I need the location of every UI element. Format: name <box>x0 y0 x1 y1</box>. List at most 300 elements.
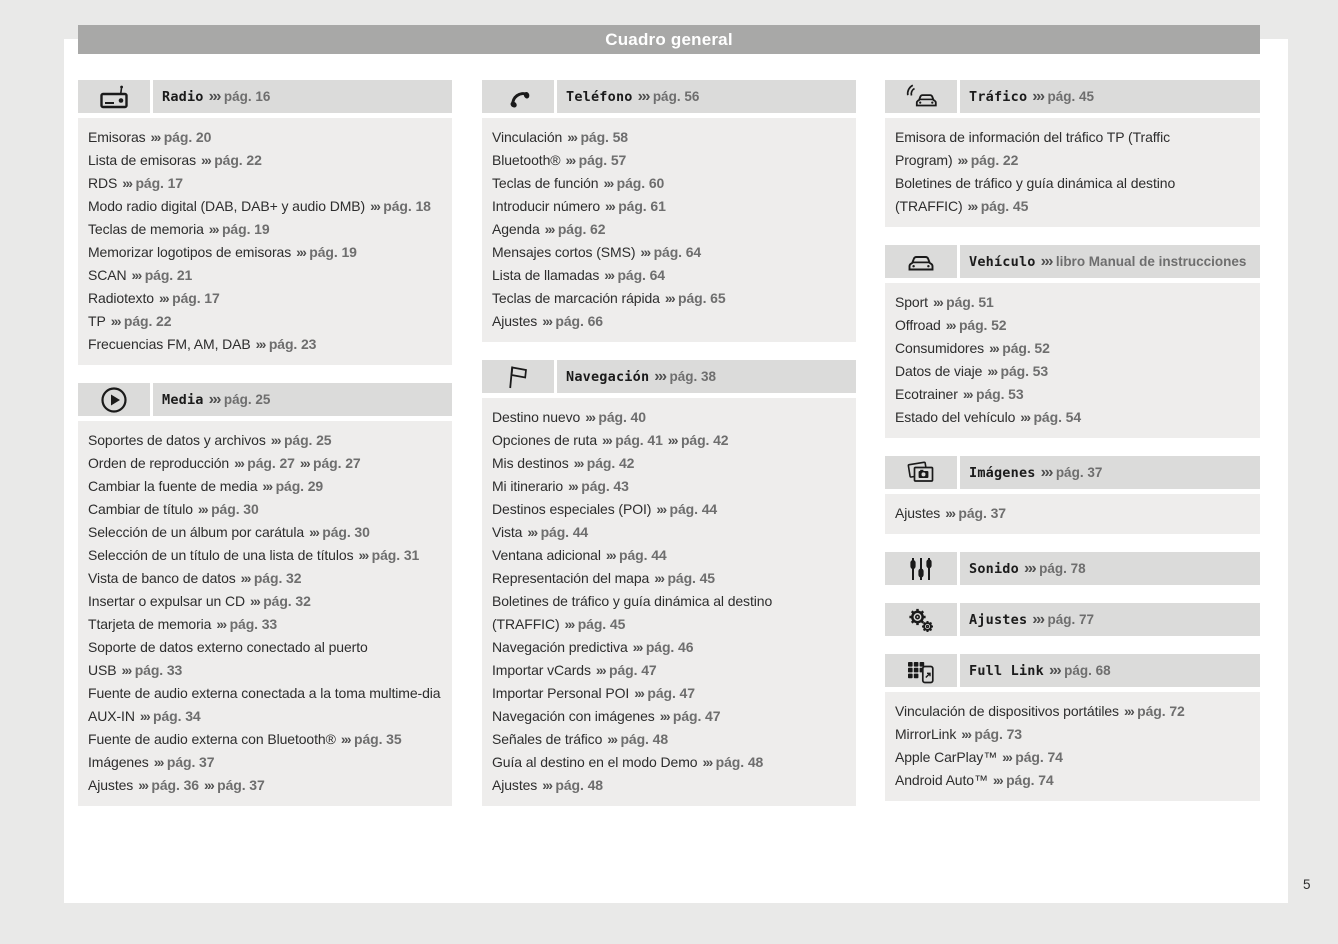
images-icon <box>906 459 936 486</box>
ref-arrow-icon: ››› <box>153 754 163 770</box>
ref-arrow-icon: ››› <box>299 455 310 471</box>
toc-item-label: Ttarjeta de memoria <box>88 616 212 632</box>
toc-item-label: Mensajes cortos (SMS) <box>492 244 636 260</box>
section-title-cell <box>153 80 452 113</box>
ref-arrow-icon: ››› <box>604 267 614 283</box>
ref-arrow-icon: ››› <box>542 777 552 793</box>
ref-arrow-icon: ››› <box>945 317 955 333</box>
ref-page: pág. 72 <box>1137 703 1185 719</box>
ref-arrow-icon: ››› <box>656 501 666 517</box>
toc-item-label: Importar Personal POI <box>492 685 630 701</box>
ref-page: pág. 78 <box>1039 560 1086 576</box>
page-ref <box>953 152 1019 168</box>
toc-item <box>895 502 1252 525</box>
toc-item <box>492 751 848 774</box>
page-ref <box>199 777 265 793</box>
page-ref <box>522 524 588 540</box>
toc-item <box>492 452 848 475</box>
ref-page: pág. 73 <box>974 726 1022 742</box>
ref-page: pág. 30 <box>322 524 370 540</box>
page-ref <box>956 726 1022 742</box>
page-ref <box>628 639 694 655</box>
ref-arrow-icon: ››› <box>197 501 208 517</box>
ref-page: pág. 61 <box>618 198 666 214</box>
toc-item <box>492 498 848 521</box>
toc-item-label: Radiotexto <box>88 290 154 306</box>
page-ref <box>257 478 323 494</box>
ref-arrow-icon: ››› <box>967 198 977 214</box>
toc-item <box>492 310 848 333</box>
ref-arrow-icon: ››› <box>270 432 280 448</box>
page-ref <box>266 432 332 448</box>
ref-arrow-icon: ››› <box>1020 409 1030 425</box>
section-icon-cell <box>885 552 957 585</box>
toc-item <box>895 314 1252 337</box>
ref-page: pág. 30 <box>211 501 259 517</box>
page-ref <box>193 501 259 517</box>
ref-page: pág. 27 <box>247 455 295 471</box>
ref-page: pág. 65 <box>678 290 726 306</box>
page-ref <box>154 290 220 306</box>
ref-arrow-icon: ››› <box>139 708 150 724</box>
ref-arrow-icon: ››› <box>262 478 272 494</box>
toc-item <box>492 590 848 636</box>
page-ref <box>1036 464 1103 482</box>
page-ref <box>928 294 994 310</box>
ref-page: pág. 45 <box>1047 88 1095 104</box>
section-items <box>482 398 856 806</box>
toc-item-label: Insertar o expulsar un CD <box>88 593 246 609</box>
phone-icon <box>503 82 533 112</box>
ref-arrow-icon: ››› <box>542 313 552 329</box>
section-items <box>885 283 1260 438</box>
section-title: Full Link <box>969 662 1044 679</box>
ref-page: pág. 22 <box>214 152 262 168</box>
ref-arrow-icon: ››› <box>208 221 218 237</box>
toc-item-label: Cambiar la fuente de media <box>88 478 258 494</box>
section-navegacion <box>482 360 856 806</box>
section-icon-cell <box>885 456 957 489</box>
toc-column-middle <box>482 80 856 824</box>
toc-item <box>88 774 444 797</box>
toc-item-label: Selección de un álbum por carátula <box>88 524 305 540</box>
page-ref <box>560 616 626 632</box>
ref-page: pág. 33 <box>229 616 278 632</box>
ref-page: pág. 74 <box>1015 749 1063 765</box>
ref-arrow-icon: ››› <box>992 772 1003 788</box>
section-header-media <box>78 383 452 416</box>
section-title: Radio <box>162 88 204 105</box>
section-icon-cell <box>885 80 957 113</box>
ref-arrow-icon: ››› <box>957 152 967 168</box>
section-title-cell <box>960 80 1260 113</box>
ref-page: pág. 66 <box>555 313 603 329</box>
ref-page: pág. 47 <box>609 662 657 678</box>
toc-item-label: Teclas de función <box>492 175 599 191</box>
ref-arrow-icon: ››› <box>945 505 955 521</box>
page-ref <box>562 129 628 145</box>
ref-arrow-icon: ››› <box>564 616 574 632</box>
page-ref <box>1027 611 1094 629</box>
page-ref <box>649 570 715 586</box>
ref-arrow-icon: ››› <box>987 363 997 379</box>
ref-page: pág. 47 <box>672 708 721 724</box>
toc-item-label: Orden de reproducción <box>88 455 230 471</box>
ref-page: pág. 18 <box>383 198 431 214</box>
ref-page: pág. 45 <box>980 198 1029 214</box>
toc-item-label: Mis destinos <box>492 455 569 471</box>
section-vehiculo <box>885 245 1260 438</box>
section-items <box>885 692 1260 801</box>
toc-item <box>492 218 848 241</box>
section-full-link <box>885 654 1260 801</box>
toc-item-label: Introducir número <box>492 198 601 214</box>
toc-item <box>895 291 1252 314</box>
ref-arrow-icon: ››› <box>340 731 350 747</box>
ref-page: pág. 17 <box>172 290 220 306</box>
ref-arrow-icon: ››› <box>1023 559 1036 577</box>
ref-page: pág. 47 <box>647 685 695 701</box>
ref-page: pág. 45 <box>577 616 626 632</box>
page-ref <box>295 455 361 471</box>
ref-arrow-icon: ››› <box>370 198 380 214</box>
section-title-cell <box>960 245 1260 278</box>
toc-item-label: Estado del vehículo <box>895 409 1016 425</box>
ref-arrow-icon: ››› <box>240 570 250 586</box>
page-ref <box>146 129 212 145</box>
toc-item-label: Modo radio digital (DAB, DAB+ y audio DMB) <box>88 198 366 214</box>
ref-arrow-icon: ››› <box>1032 610 1044 628</box>
ref-page: pág. 45 <box>667 570 715 586</box>
toc-item <box>88 218 444 241</box>
ref-arrow-icon: ››› <box>664 290 675 306</box>
toc-item <box>895 700 1252 723</box>
toc-item <box>88 636 444 682</box>
page-ref <box>1044 662 1111 680</box>
toc-item <box>88 149 444 172</box>
toc-item-label: Agenda <box>492 221 540 237</box>
toc-item <box>88 567 444 590</box>
page-ref <box>211 616 277 632</box>
page-ref <box>251 336 317 352</box>
ref-page: pág. 43 <box>581 478 629 494</box>
ref-page: pág. 48 <box>555 777 603 793</box>
page-ref <box>569 455 635 471</box>
toc-item-label: Emisora de información del tráfico TP (Traffic Program) <box>895 129 1170 168</box>
section-radio <box>78 80 452 365</box>
toc-item <box>88 590 444 613</box>
toc-item <box>895 126 1252 172</box>
ref-arrow-icon: ››› <box>659 708 669 724</box>
toc-item <box>492 636 848 659</box>
page-ref <box>304 524 370 540</box>
section-title: Navegación <box>566 368 650 385</box>
page-ref <box>982 363 1048 379</box>
ref-arrow-icon: ››› <box>203 777 214 793</box>
ref-arrow-icon: ››› <box>585 409 595 425</box>
toc-item-label: TP <box>88 313 106 329</box>
section-title-cell <box>960 654 1260 687</box>
toc-item <box>492 126 848 149</box>
section-icon-cell <box>78 80 150 113</box>
ref-page: pág. 32 <box>253 570 302 586</box>
ref-page: pág. 29 <box>275 478 324 494</box>
section-sonido <box>885 552 1260 585</box>
ref-page: pág. 44 <box>540 524 589 540</box>
ref-page: pág. 42 <box>680 432 729 448</box>
toc-item-label: Ventana adicional <box>492 547 601 563</box>
toc-item <box>492 429 848 452</box>
toc-item <box>88 333 444 356</box>
page-ref <box>655 708 721 724</box>
page-ref <box>600 198 666 214</box>
toc-item <box>88 452 444 475</box>
page-ref <box>663 432 729 448</box>
toc-item-label: Ajustes <box>492 313 538 329</box>
ref-page: pág. 41 <box>615 432 663 448</box>
ref-arrow-icon: ››› <box>961 726 971 742</box>
section-header-radio <box>78 80 452 113</box>
ref-arrow-icon: ››› <box>255 336 265 352</box>
ref-arrow-icon: ››› <box>640 244 650 260</box>
toc-item-label: Ajustes <box>492 777 538 793</box>
ref-arrow-icon: ››› <box>201 152 211 168</box>
ref-page: pág. 37 <box>958 505 1006 521</box>
ref-page: pág. 77 <box>1047 611 1095 627</box>
ref-page: pág. 42 <box>586 455 635 471</box>
toc-item-label: Navegación predictiva <box>492 639 628 655</box>
toc-item-label: Selección de un título de una lista de títulos <box>88 547 354 563</box>
toc-item <box>895 746 1252 769</box>
toc-item-label: Soportes de datos y archivos <box>88 432 266 448</box>
section-header-telefono <box>482 80 856 113</box>
page-ref <box>106 313 172 329</box>
radio-icon <box>99 84 129 110</box>
ref-arrow-icon: ››› <box>1032 87 1044 105</box>
page-number: 5 <box>1303 877 1311 892</box>
toc-item <box>895 769 1252 792</box>
ref-page: pág. 74 <box>1006 772 1054 788</box>
ref-page: pág. 44 <box>669 501 718 517</box>
page-ref <box>236 570 302 586</box>
sliders-icon <box>906 555 936 583</box>
car-icon <box>905 250 937 274</box>
ref-page: pág. 53 <box>976 386 1024 402</box>
ref-page: pág. 37 <box>166 754 215 770</box>
toc-item-label: Memorizar logotipos de emisoras <box>88 244 292 260</box>
ref-page: pág. 64 <box>653 244 702 260</box>
page-ref <box>117 662 183 678</box>
section-items <box>885 494 1260 534</box>
ref-page: libro Manual de instrucciones <box>1055 253 1247 269</box>
ref-page: pág. 22 <box>123 313 172 329</box>
toc-item <box>492 521 848 544</box>
section-items <box>78 421 452 806</box>
ref-page: pág. 64 <box>617 267 665 283</box>
page-ref <box>601 547 667 563</box>
ref-arrow-icon: ››› <box>296 244 306 260</box>
page-ref <box>602 731 668 747</box>
section-items <box>482 118 856 342</box>
section-icon-cell <box>78 383 150 416</box>
section-trafico <box>885 80 1260 227</box>
ref-page: pág. 52 <box>958 317 1007 333</box>
page-ref <box>988 772 1054 788</box>
toc-item-label: Emisoras <box>88 129 146 145</box>
ref-arrow-icon: ››› <box>637 87 649 105</box>
ref-arrow-icon: ››› <box>702 754 712 770</box>
toc-item <box>492 172 848 195</box>
toc-item <box>895 172 1252 218</box>
toc-item-label: Datos de viaje <box>895 363 983 379</box>
ref-arrow-icon: ››› <box>568 478 578 494</box>
toc-item-label: Importar vCards <box>492 662 591 678</box>
toc-item <box>492 774 848 797</box>
section-header-vehiculo <box>885 245 1260 278</box>
toc-item <box>492 544 848 567</box>
toc-item-label: RDS <box>88 175 118 191</box>
toc-item-label: Imágenes <box>88 754 149 770</box>
page-ref <box>941 317 1007 333</box>
ref-page: pág. 44 <box>619 547 667 563</box>
toc-item-label: MirrorLink <box>895 726 957 742</box>
ref-page: pág. 57 <box>578 152 627 168</box>
toc-item <box>88 172 444 195</box>
page-ref <box>563 478 629 494</box>
ref-arrow-icon: ››› <box>250 593 260 609</box>
page-ref <box>1119 703 1185 719</box>
ref-arrow-icon: ››› <box>595 662 606 678</box>
toc-item-label: Lista de llamadas <box>492 267 600 283</box>
ref-arrow-icon: ››› <box>654 570 664 586</box>
section-title: Ajustes <box>969 611 1028 628</box>
page-ref <box>580 409 646 425</box>
toc-item-label: Destinos especiales (POI) <box>492 501 652 517</box>
toc-item <box>88 195 444 218</box>
toc-item <box>492 195 848 218</box>
ref-page: pág. 54 <box>1033 409 1082 425</box>
toc-item-label: Fuente de audio externa conectada a la toma multime-dia AUX-IN <box>88 685 441 724</box>
toc-item-label: Mi itinerario <box>492 478 564 494</box>
ref-arrow-icon: ››› <box>110 313 120 329</box>
page-ref <box>649 368 716 386</box>
page-ref <box>540 221 606 237</box>
toc-item <box>492 705 848 728</box>
toc-item-label: Cambiar de título <box>88 501 193 517</box>
page-ref <box>598 175 664 191</box>
ref-arrow-icon: ››› <box>667 432 677 448</box>
toc-item <box>492 264 848 287</box>
section-imagenes <box>885 456 1260 534</box>
ref-arrow-icon: ››› <box>605 547 616 563</box>
toc-item-label: Boletines de tráfico y guía dinámica al destino (TRAFFIC) <box>492 593 773 632</box>
toc-item <box>88 126 444 149</box>
section-icon-cell <box>482 80 554 113</box>
page-ref <box>984 340 1050 356</box>
ref-page: pág. 32 <box>263 593 311 609</box>
toc-item-label: Bluetooth® <box>492 152 561 168</box>
page-ref <box>597 432 663 448</box>
page-ref <box>591 662 657 678</box>
ref-arrow-icon: ››› <box>573 455 583 471</box>
page-ref <box>1019 560 1086 578</box>
ref-page: pág. 19 <box>309 244 357 260</box>
toc-item <box>895 360 1252 383</box>
section-header-full-link <box>885 654 1260 687</box>
page-ref <box>660 290 726 306</box>
ref-arrow-icon: ››› <box>565 152 575 168</box>
ref-arrow-icon: ››› <box>544 221 554 237</box>
flag-icon <box>505 363 531 391</box>
toc-item <box>88 287 444 310</box>
section-title-cell <box>960 552 1260 585</box>
toc-item-label: Teclas de memoria <box>88 221 204 237</box>
ref-arrow-icon: ››› <box>358 547 368 563</box>
ref-page: pág. 37 <box>217 777 265 793</box>
toc-item <box>492 682 848 705</box>
section-header-ajustes <box>885 603 1260 636</box>
ref-page: pág. 56 <box>652 88 700 104</box>
section-title-cell <box>557 80 856 113</box>
toc-item <box>88 310 444 333</box>
section-header-trafico <box>885 80 1260 113</box>
section-icon-cell <box>885 654 957 687</box>
section-title: Tráfico <box>969 88 1028 105</box>
section-header-sonido <box>885 552 1260 585</box>
toc-item-label: Vista <box>492 524 523 540</box>
ref-page: pág. 40 <box>598 409 646 425</box>
ref-page: pág. 58 <box>580 129 628 145</box>
page-ref <box>353 547 419 563</box>
toc-item-label: Teclas de marcación rápida <box>492 290 660 306</box>
ref-page: pág. 62 <box>557 221 606 237</box>
page-ref <box>204 391 271 409</box>
toc-item <box>88 682 444 728</box>
section-title: Sonido <box>969 560 1019 577</box>
page-ref <box>1036 253 1247 271</box>
section-title: Imágenes <box>969 464 1036 481</box>
page-title: Cuadro general <box>78 25 1260 54</box>
ref-page: pág. 35 <box>354 731 402 747</box>
gears-icon <box>906 606 936 634</box>
ref-arrow-icon: ››› <box>527 524 537 540</box>
ref-page: pág. 68 <box>1064 662 1111 678</box>
toc-item <box>492 475 848 498</box>
ref-arrow-icon: ››› <box>1048 661 1061 679</box>
ref-arrow-icon: ››› <box>607 731 617 747</box>
page-ref <box>629 685 695 701</box>
toc-item <box>88 475 444 498</box>
toc-item <box>88 728 444 751</box>
toc-item <box>492 567 848 590</box>
ref-page: pág. 22 <box>970 152 1019 168</box>
toc-item <box>895 383 1252 406</box>
page-ref <box>537 313 603 329</box>
page-ref <box>133 777 199 793</box>
ref-arrow-icon: ››› <box>131 267 141 283</box>
page-ref <box>560 152 626 168</box>
ref-arrow-icon: ››› <box>1002 749 1012 765</box>
toc-item <box>492 406 848 429</box>
ref-page: pág. 31 <box>371 547 420 563</box>
toc-item-label: Vista de banco de datos <box>88 570 236 586</box>
section-items <box>885 118 1260 227</box>
ref-arrow-icon: ››› <box>158 290 169 306</box>
ref-page: pág. 25 <box>223 391 271 407</box>
ref-arrow-icon: ››› <box>150 129 160 145</box>
ref-page: pág. 16 <box>223 88 271 104</box>
toc-item <box>492 149 848 172</box>
